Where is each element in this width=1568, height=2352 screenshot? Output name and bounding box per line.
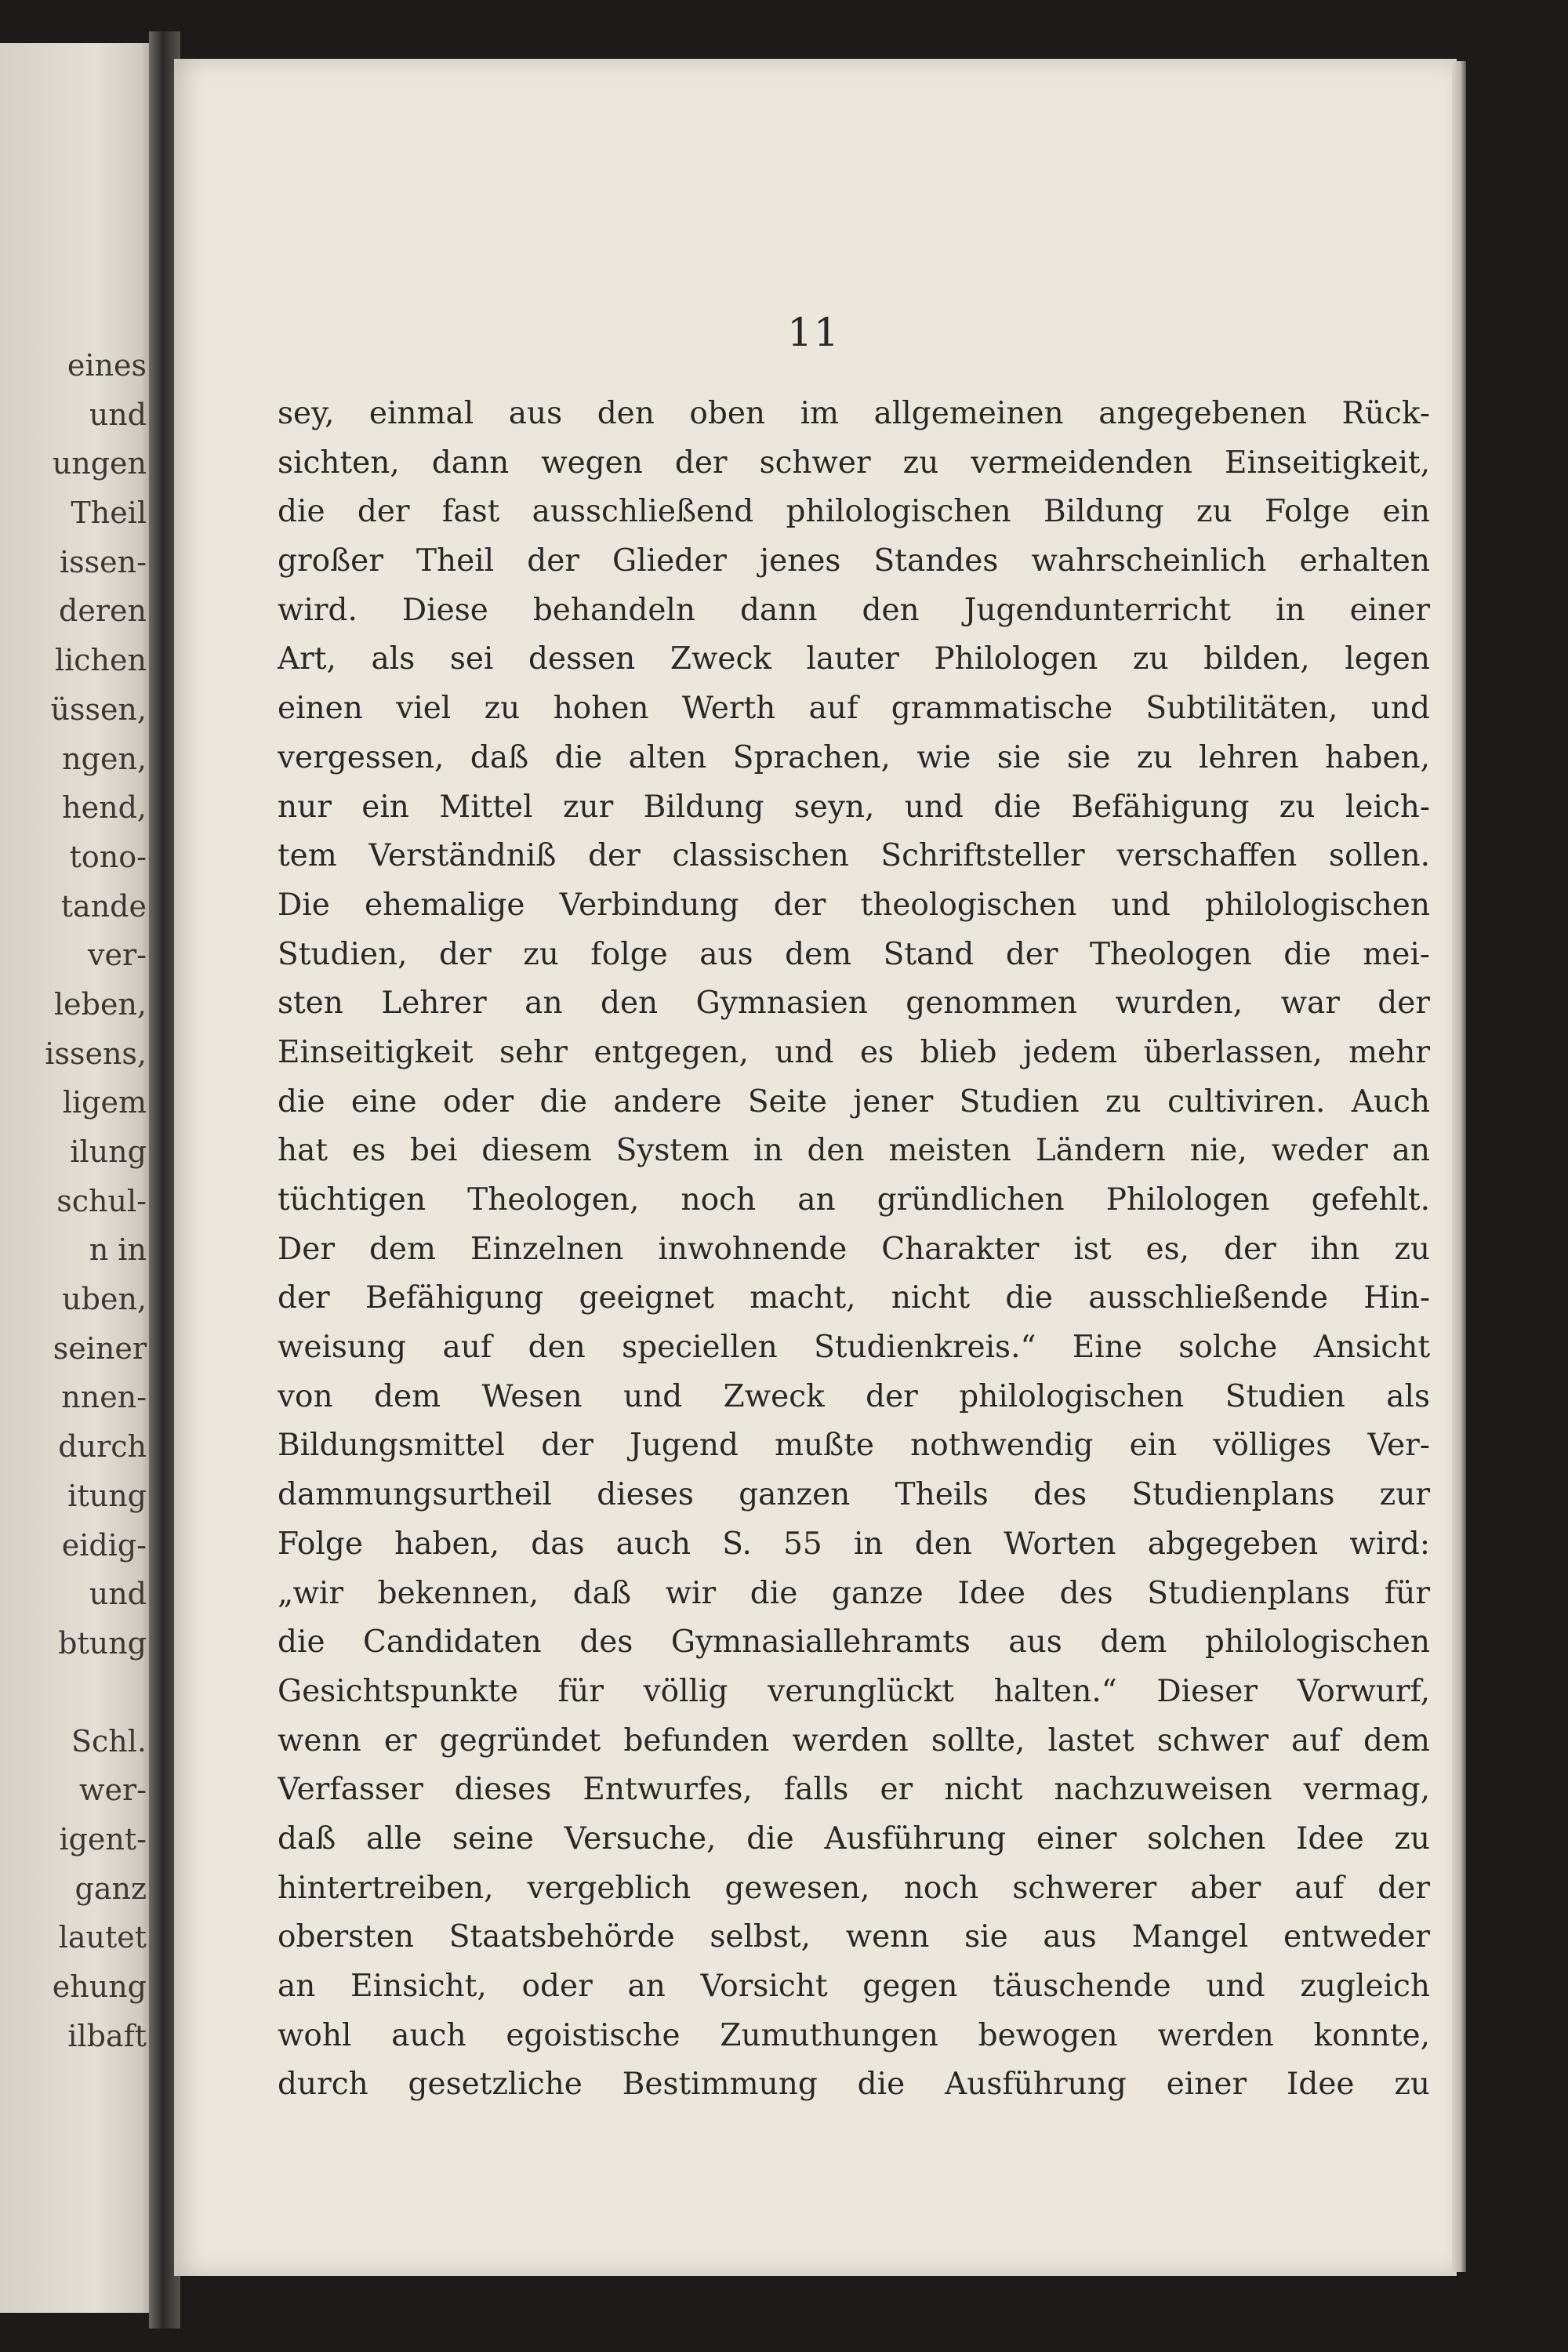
text-line: durch gesetzliche Bestimmung die Ausführung einer Idee zu — [278, 2067, 1430, 2103]
text-line: Bildungsmittel der Jugend mußte nothwendig ein völliges Ver- — [278, 1428, 1430, 1464]
text-line: nur ein Mittel zur Bildung seyn, und die Befähigung zu leich- — [278, 789, 1430, 825]
left-page-fragment: eidig- — [61, 1527, 147, 1563]
left-page-fragment: issen- — [60, 544, 147, 579]
text-line: sichten, dann wegen der schwer zu vermeidenden Einseitigkeit, — [278, 445, 1430, 481]
text-line: vergessen, daß die alten Sprachen, wie sie sie zu lehren haben, — [278, 739, 1430, 775]
left-page-fragment: itung — [67, 1478, 147, 1513]
left-page-fragment: ilung — [70, 1134, 147, 1169]
left-page-fragment: tono- — [69, 839, 147, 874]
text-line: die Candidaten des Gymnasiallehramts aus dem philologischen — [278, 1624, 1430, 1661]
left-page-gap — [5, 1668, 147, 1717]
text-line: Verfasser dieses Entwurfes, falls er nicht nachzuweisen vermag, — [278, 1772, 1430, 1808]
left-page-fragment: nnen- — [61, 1380, 147, 1415]
text-line: hat es bei diesem System in den meisten Ländern nie, weder an — [278, 1133, 1430, 1169]
left-page-fragment: n in — [89, 1232, 147, 1268]
text-line: sey, einmal aus den oben im allgemeinen angegebenen Rück- — [278, 396, 1430, 431]
text-line: obersten Staatsbehörde selbst, wenn sie aus Mangel entweder — [278, 1919, 1430, 1955]
left-page-fragment: ligem — [62, 1085, 147, 1120]
left-page-fragment: issens, — [45, 1036, 147, 1071]
text-line: dammungsurtheil dieses ganzen Theils des Studienplans zur — [278, 1477, 1430, 1513]
text-line: wird. Diese behandeln dann den Jugendunterricht in einer — [278, 592, 1430, 628]
left-page — [0, 43, 161, 2313]
left-page-fragment: uben, — [62, 1282, 147, 1317]
text-line: tüchtigen Theologen, noch an gründlichen Philologen gefehlt. — [278, 1182, 1430, 1218]
left-page-fragment: seiner — [53, 1330, 147, 1366]
left-page-fragment: ehung — [52, 1969, 147, 2004]
text-line: Studien, der zu folge aus dem Stand der Theologen die mei- — [278, 936, 1430, 972]
body-text — [278, 390, 1430, 2110]
text-line: Art, als sei dessen Zweck lauter Philologen zu bilden, legen — [278, 641, 1430, 677]
text-line: tem Verständniß der classischen Schriftsteller verschaffen sollen. — [278, 838, 1430, 874]
text-line: der Befähigung geeignet macht, nicht die ausschließende Hin- — [278, 1280, 1430, 1316]
text-line: großer Theil der Glieder jenes Standes wahrscheinlich erhalten — [278, 543, 1430, 579]
left-page-fragment: leben, — [53, 986, 147, 1022]
left-page-fragment: deren — [59, 593, 147, 629]
text-line: Gesichtspunkte für völlig verunglückt halten.“ Dieser Vorwurf, — [278, 1673, 1430, 1709]
text-line: „wir bekennen, daß wir die ganze Idee des Studienplans für — [278, 1575, 1430, 1611]
text-line: Einseitigkeit sehr entgegen, und es blieb jedem überlassen, mehr — [278, 1034, 1430, 1070]
left-page-fragment: üssen, — [50, 691, 147, 727]
left-page-fragment: durch — [58, 1429, 147, 1465]
right-page — [174, 59, 1454, 2276]
left-page-text-fragments — [5, 341, 147, 2060]
left-page-fragment: ilbaft — [67, 2018, 147, 2053]
left-page-fragment: und — [89, 397, 147, 432]
text-line: die eine oder die andere Seite jener Studien zu cultiviren. Auch — [278, 1083, 1430, 1120]
left-page-fragment: igent- — [59, 1821, 147, 1857]
left-page-fragment: lautet — [58, 1920, 147, 1955]
left-page-fragment: ngen, — [62, 741, 147, 776]
left-page-fragment: ver- — [88, 938, 147, 973]
text-line: an Einsicht, oder an Vorsicht gegen täuschende und zugleich — [278, 1969, 1430, 2004]
left-page-fragment: schul- — [56, 1183, 147, 1218]
left-page-fragment: lichen — [54, 643, 147, 678]
left-page-fragment: hend, — [62, 790, 147, 826]
left-page-fragment: wer- — [78, 1773, 147, 1808]
text-line: von dem Wesen und Zweck der philologischen Studien als — [278, 1378, 1430, 1414]
text-line: wenn er gegründet befunden werden sollte, lastet schwer auf dem — [278, 1722, 1430, 1759]
text-line: wohl auch egoistische Zumuthungen bewogen werden konnte, — [278, 2017, 1430, 2053]
text-line: daß alle seine Versuche, die Ausführung einer solchen Idee zu — [278, 1820, 1430, 1857]
left-page-fragment: und — [89, 1577, 147, 1612]
left-page-fragment: Schl. — [71, 1723, 147, 1759]
text-line: hintertreiben, vergeblich gewesen, noch schwerer aber auf der — [278, 1870, 1430, 1906]
left-page-fragment: btung — [58, 1625, 147, 1661]
text-line: Der dem Einzelnen inwohnende Charakter ist es, der ihn zu — [278, 1231, 1430, 1267]
text-line: Folge haben, das auch S. 55 in den Worten abgegeben wird: — [278, 1526, 1430, 1562]
left-page-fragment: tande — [60, 888, 147, 924]
left-page-fragment: Theil — [71, 495, 147, 531]
text-line: einen viel zu hohen Werth auf grammatische Subtilitäten, und — [278, 691, 1430, 727]
text-line: die der fast ausschließend philologischen Bildung zu Folge ein — [278, 494, 1430, 530]
text-line: weisung auf den speciellen Studienkreis.“ Eine solche Ansicht — [278, 1330, 1430, 1366]
text-line: Die ehemalige Verbindung der theologischen und philologischen — [278, 887, 1430, 923]
left-page-fragment: ungen — [52, 446, 147, 481]
left-page-fragment: ganz — [74, 1871, 147, 1906]
left-page-fragment: eines — [67, 348, 147, 383]
text-line: sten Lehrer an den Gymnasien genommen wurden, war der — [278, 985, 1430, 1022]
page-edge — [1452, 61, 1466, 2272]
page-number: 11 — [787, 310, 840, 355]
